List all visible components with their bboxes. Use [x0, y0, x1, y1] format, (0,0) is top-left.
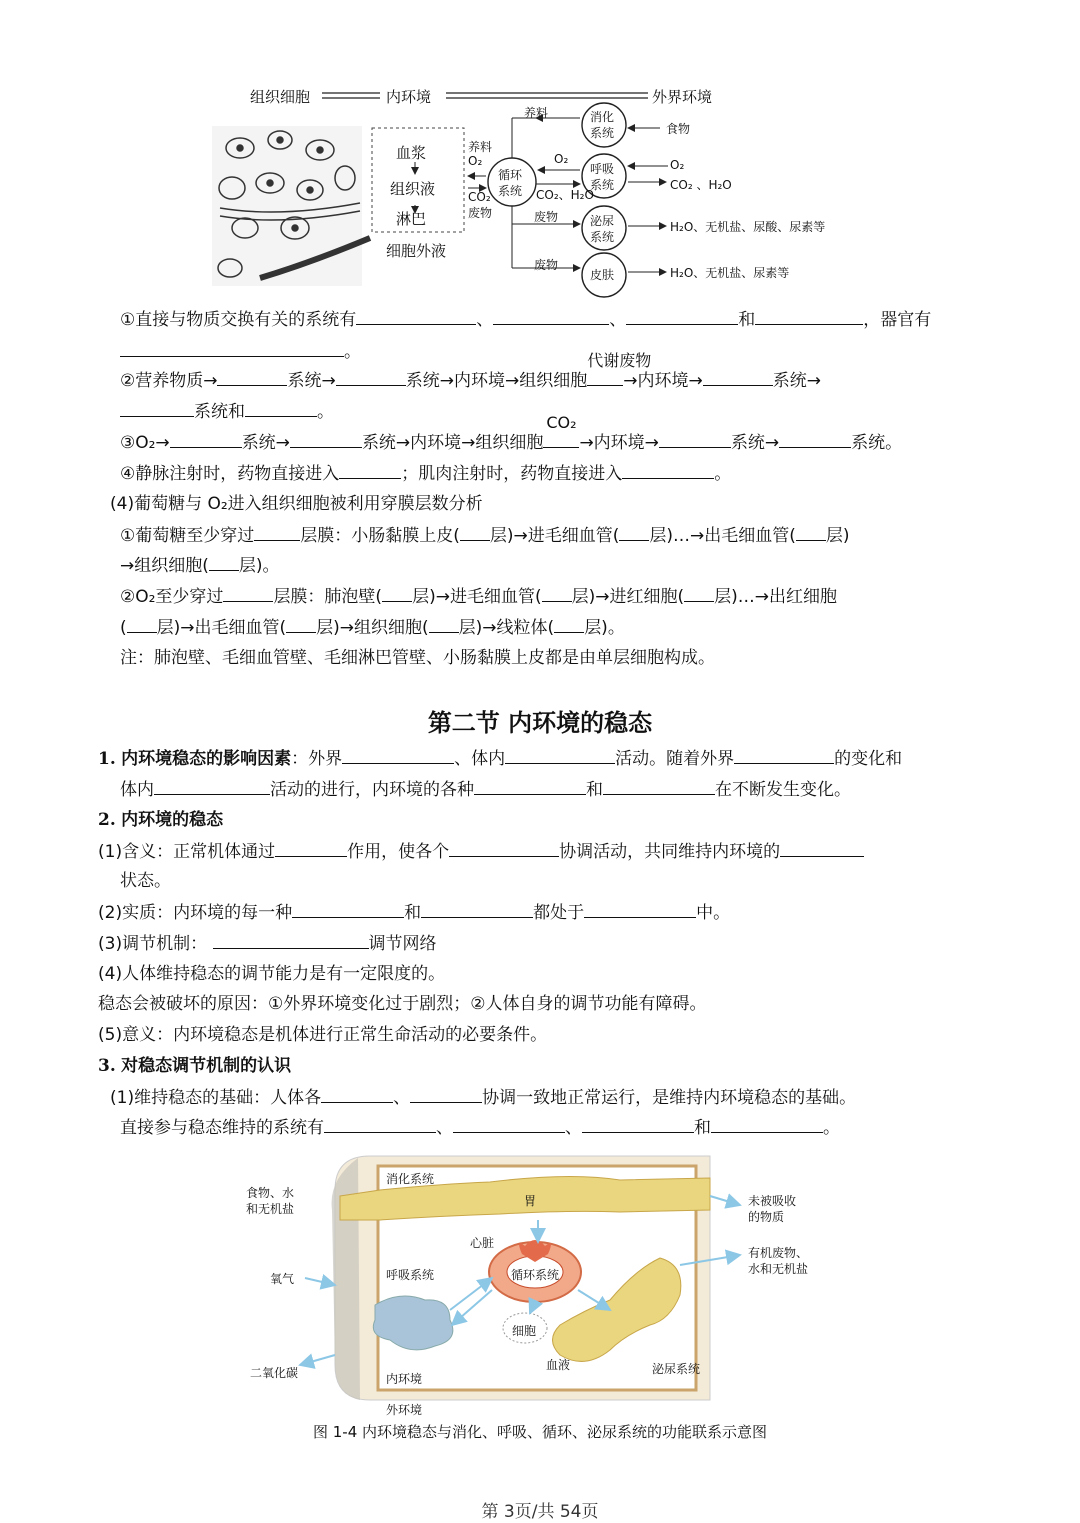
answer-blank[interactable] — [703, 368, 773, 386]
q6-text-d: 层)…→出毛细血管( — [649, 526, 796, 546]
answer-blank[interactable] — [410, 1085, 482, 1103]
answer-blank[interactable] — [659, 430, 731, 448]
m1-text-c: 协调活动，共同维持内环境的 — [559, 842, 781, 862]
answer-blank[interactable] — [356, 307, 476, 325]
q2-sys1: 系统→ — [287, 371, 336, 391]
q8-text-b: 层膜：肺泡壁( — [273, 587, 383, 607]
page-footer: 第 3页/共 54页 — [481, 1502, 599, 1522]
answer-blank[interactable] — [120, 339, 344, 357]
fig-food-2: 和无机盐 — [246, 1202, 295, 1216]
s1-line — [98, 746, 902, 771]
label-urin-out: H₂O、无机盐、尿酸、尿素等 — [670, 220, 826, 234]
answer-blank[interactable] — [619, 523, 649, 541]
label-plasma: 血浆 — [396, 144, 427, 162]
s4-num: 3. — [98, 1056, 116, 1076]
answer-blank[interactable] — [209, 553, 239, 571]
fig-stomach: 胃 — [524, 1194, 537, 1208]
q1-line — [120, 307, 931, 332]
answer-blank[interactable] — [321, 1085, 393, 1103]
label-tissue-cells: 组织细胞 — [250, 88, 311, 106]
label-skin: 皮肤 — [590, 268, 615, 282]
label-urin-2: 系统 — [590, 230, 615, 244]
fig-digestive: 消化系统 — [386, 1172, 435, 1186]
q3-sys7: 系统→ — [730, 433, 780, 453]
q1-text-a: ①直接与物质交换有关的系统有 — [120, 310, 357, 330]
q6-text-a: ①葡萄糖至少穿过 — [120, 526, 255, 546]
q8-text-e: 层)…→出红细胞 — [714, 587, 837, 607]
section-title: 第二节 内环境的稳态 — [427, 709, 653, 737]
n1-line — [110, 1085, 856, 1110]
fig-organic-1: 有机废物、 — [748, 1246, 809, 1260]
label-waste1: 废物 — [468, 206, 493, 220]
label-waste3: 废物 — [534, 258, 559, 272]
m2-text-d: 中。 — [696, 903, 731, 923]
s1-text-a: ：外界 — [291, 749, 343, 769]
fig-internal: 内环境 — [386, 1372, 423, 1386]
tissue-sketch — [212, 126, 370, 286]
label-o2-3: O₂ — [670, 158, 685, 172]
q9-text-e: 层)。 — [584, 618, 625, 638]
label-o2-2: O₂ — [554, 152, 569, 166]
q2-sys2: 系统→内环境→组织细胞 — [405, 371, 588, 391]
fig-circulatory: 循环系统 — [511, 1268, 560, 1282]
label-circ-2: 系统 — [498, 184, 523, 198]
fig-blood: 血液 — [546, 1358, 571, 1372]
answer-blank[interactable] — [711, 1115, 823, 1133]
answer-blank[interactable] — [217, 368, 287, 386]
m6-line: (5)意义：内环境稳态是机体进行正常生命活动的必要条件。 — [98, 1025, 548, 1045]
fig-co2: 二氧化碳 — [250, 1366, 299, 1380]
q2-sys4: 系统和 — [194, 402, 245, 422]
m2-text-b: 和 — [404, 903, 422, 923]
q3-co2-label: CO₂ — [546, 413, 577, 432]
q3-co2-arrow — [543, 413, 579, 455]
fig-cell: 细胞 — [512, 1324, 537, 1338]
fig-unabsorbed-2: 的物质 — [748, 1210, 785, 1224]
m4-line: (4)人体维持稳态的调节能力是有一定限度的。 — [98, 964, 446, 984]
q3-line — [120, 413, 903, 455]
label-digest-2: 系统 — [590, 126, 615, 140]
q1-sep2: 、 — [609, 310, 627, 330]
m3-line — [98, 931, 437, 956]
label-resp-1: 呼吸 — [590, 162, 615, 176]
n1-text-b: 、 — [393, 1088, 411, 1108]
q2-text-b: →内环境→ — [623, 371, 703, 391]
q3-sys8: 系统。 — [851, 433, 903, 453]
label-tissue-fluid: 组织液 — [390, 180, 436, 198]
q3-sys5: 系统→ — [241, 433, 290, 453]
answer-blank[interactable] — [421, 900, 533, 918]
answer-blank[interactable] — [453, 1115, 565, 1133]
q3-sys6: 系统→内环境→组织细胞 — [361, 433, 544, 453]
q5-line: (4)葡萄糖与 O₂进入组织细胞被利用穿膜层数分析 — [110, 494, 483, 514]
q8-text-a: ②O₂至少穿过 — [120, 587, 224, 607]
q4-line — [120, 461, 731, 486]
label-o2-1: O₂ — [468, 154, 483, 168]
s2-text-b: 活动的进行，内环境的各种 — [270, 780, 474, 800]
q6-text-b: 层膜：小肠黏膜上皮( — [300, 526, 460, 546]
s1-heading: 内环境稳态的影响因素 — [121, 749, 292, 769]
m1-line — [98, 839, 864, 864]
answer-blank[interactable] — [460, 523, 490, 541]
answer-blank[interactable] — [382, 584, 412, 602]
s4-heading-line — [98, 1054, 291, 1078]
answer-blank[interactable] — [286, 615, 316, 633]
diagram-material-exchange — [200, 78, 920, 300]
fig-organic-2: 水和无机盐 — [748, 1262, 809, 1276]
q7-text-b: 层)。 — [238, 556, 280, 576]
label-skin-out: H₂O、无机盐、尿素等 — [670, 266, 790, 280]
q4-text-b: ；肌肉注射时，药物直接进入 — [401, 464, 623, 484]
label-resp-2: 系统 — [590, 178, 615, 192]
figure-homeostasis — [240, 1150, 840, 1422]
q8-text-c: 层)→进毛细血管( — [412, 587, 542, 607]
m2-text-c: 都处于 — [533, 903, 585, 923]
answer-blank[interactable] — [170, 430, 242, 448]
fig-food-1: 食物、水 — [246, 1186, 295, 1200]
q8-text-d: 层)→进红细胞( — [571, 587, 685, 607]
fig-unabsorbed-1: 未被吸收 — [748, 1194, 797, 1208]
q7-line — [120, 553, 280, 578]
answer-blank[interactable] — [275, 839, 347, 857]
label-nutrients-o2: 养料 — [468, 140, 493, 154]
s2-line — [120, 777, 851, 802]
fig-heart: 心脏 — [470, 1236, 495, 1250]
label-waste2: 废物 — [534, 210, 559, 224]
label-co2-h2o: CO₂、H₂O — [536, 188, 594, 202]
answer-blank[interactable] — [779, 430, 851, 448]
answer-blank[interactable] — [780, 839, 864, 857]
fig-external: 外环境 — [386, 1403, 423, 1417]
answer-blank[interactable] — [339, 461, 401, 479]
q4-text-a: ④静脉注射时，药物直接进入 — [120, 464, 340, 484]
s4-heading: 对稳态调节机制的认识 — [121, 1056, 292, 1076]
fig-urinary: 泌尿系统 — [652, 1362, 701, 1376]
q1-sep1: 、 — [476, 310, 494, 330]
label-internal-env: 内环境 — [386, 88, 432, 106]
q6-line — [120, 523, 850, 548]
fig-oxygen: 氧气 — [270, 1272, 295, 1286]
n2-text-a: 直接参与稳态维持的系统有 — [120, 1118, 324, 1138]
answer-blank[interactable] — [292, 900, 404, 918]
label-co2-waste: CO₂ — [468, 190, 491, 204]
answer-blank[interactable] — [127, 615, 157, 633]
answer-blank[interactable] — [213, 931, 369, 949]
answer-blank[interactable] — [582, 1115, 694, 1133]
q6-text-e: 层) — [825, 526, 850, 546]
answer-blank[interactable] — [796, 523, 826, 541]
s3-num: 2. — [98, 810, 116, 830]
n2-line — [120, 1115, 840, 1140]
answer-blank[interactable] — [154, 777, 270, 795]
n2-text-e: 。 — [823, 1118, 840, 1138]
answer-blank[interactable] — [554, 615, 584, 633]
q1-period: 。 — [344, 342, 361, 362]
m2-text-a: (2)实质：内环境的每一种 — [98, 903, 293, 923]
q6-text-c: 层)→进毛细血管( — [489, 526, 620, 546]
m1-text-a: (1)含义：正常机体通过 — [98, 842, 276, 862]
figure-caption: 图 1-4 内环境稳态与消化、呼吸、循环、泌尿系统的功能联系示意图 — [312, 1423, 768, 1441]
answer-blank[interactable] — [603, 777, 715, 795]
figure-homeostasis-svg — [240, 1150, 840, 1422]
label-resp-out: CO₂ 、H₂O — [670, 178, 732, 192]
answer-blank[interactable] — [120, 399, 194, 417]
answer-blank[interactable] — [734, 746, 834, 764]
n1-text-a: (1)维持稳态的基础：人体各 — [110, 1088, 322, 1108]
answer-blank[interactable] — [449, 839, 559, 857]
m1-line2: 状态。 — [120, 871, 171, 891]
q3-text-a: ③O₂→ — [120, 433, 170, 453]
m2-line — [98, 900, 730, 925]
label-circ-1: 循环 — [498, 168, 523, 182]
answer-blank[interactable] — [336, 368, 406, 386]
answer-blank[interactable] — [542, 584, 572, 602]
m3-text-b: 调节网络 — [368, 934, 437, 954]
s1-text-c: 活动。随着外界 — [615, 749, 735, 769]
q2-metab-arrow — [587, 351, 652, 393]
s2-text-c: 和 — [586, 780, 603, 800]
answer-blank[interactable] — [474, 777, 586, 795]
n2-text-b: 、 — [436, 1118, 453, 1138]
s2-text-a: 体内 — [120, 780, 154, 800]
q2-text-a: ②营养物质→ — [120, 371, 218, 391]
n2-text-d: 和 — [694, 1118, 711, 1138]
q3-text-b: →内环境→ — [579, 433, 659, 453]
label-digest-1: 消化 — [590, 110, 615, 124]
n1-text-c: 协调一致地正常运行，是维持内环境稳态的基础。 — [482, 1088, 857, 1108]
q1-line2 — [120, 339, 361, 364]
answer-blank[interactable] — [755, 307, 863, 325]
s3-heading-line — [98, 808, 223, 832]
answer-blank[interactable] — [493, 307, 609, 325]
label-nutrients-top: 养料 — [524, 106, 549, 120]
q9-text-b: 层)→出毛细血管( — [156, 618, 287, 638]
answer-blank[interactable] — [342, 746, 454, 764]
answer-blank[interactable] — [223, 584, 273, 602]
label-extracellular: 细胞外液 — [386, 242, 447, 260]
s1-text-b: 、体内 — [454, 749, 506, 769]
q9-text-c: 层)→组织细胞( — [316, 618, 429, 638]
answer-blank[interactable] — [505, 746, 615, 764]
s1-text-d: 的变化和 — [834, 749, 903, 769]
answer-blank[interactable] — [245, 399, 317, 417]
answer-blank[interactable] — [684, 584, 714, 602]
answer-blank[interactable] — [290, 430, 362, 448]
answer-blank[interactable] — [622, 461, 714, 479]
label-urin-1: 泌尿 — [590, 214, 615, 228]
q7-text-a: →组织细胞( — [120, 556, 209, 576]
m3-text-a: (3)调节机制： — [98, 934, 208, 954]
n2-text-c: 、 — [565, 1118, 582, 1138]
q2-period: 。 — [317, 402, 334, 422]
q2-sys3: 系统→ — [772, 371, 821, 391]
answer-blank[interactable] — [324, 1115, 436, 1133]
label-food: 食物 — [666, 122, 691, 136]
q2-line2 — [120, 399, 334, 424]
fig-respiratory: 呼吸系统 — [386, 1268, 435, 1282]
s3-heading: 内环境的稳态 — [121, 810, 224, 830]
note-line: 注：肺泡壁、毛细血管壁、毛细淋巴管壁、小肠黏膜上皮都是由单层细胞构成。 — [120, 648, 715, 668]
answer-blank[interactable] — [429, 615, 459, 633]
answer-blank[interactable] — [584, 900, 696, 918]
answer-blank[interactable] — [254, 523, 300, 541]
q2-metab-label: 代谢废物 — [587, 351, 652, 370]
m1-text-b: 作用，使各个 — [347, 842, 450, 862]
m5-line: 稳态会被破坏的原因：①外界环境变化过于剧烈；②人体自身的调节功能有障碍。 — [98, 994, 707, 1014]
label-external-env: 外界环境 — [652, 88, 713, 106]
q1-and: 和 — [738, 310, 756, 330]
s2-text-d: 在不断发生变化。 — [715, 780, 851, 800]
q9-text-a: ( — [120, 618, 127, 638]
q4-period: 。 — [714, 464, 732, 484]
q2-line — [120, 351, 821, 393]
q1-text-b: ，器官有 — [863, 310, 932, 330]
q9-text-d: 层)→线粒体( — [458, 618, 555, 638]
label-lymph: 淋巴 — [396, 210, 427, 228]
q9-line — [120, 615, 625, 640]
answer-blank[interactable] — [626, 307, 738, 325]
q8-line — [120, 584, 837, 609]
s1-num: 1. — [98, 749, 116, 769]
